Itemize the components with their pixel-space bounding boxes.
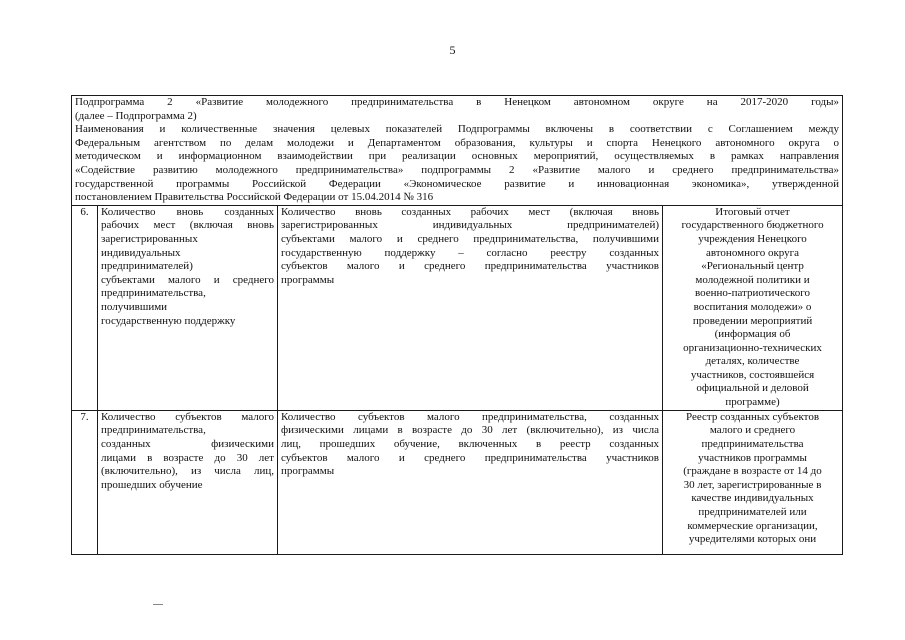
data-source-line: Реестр созданных субъектов xyxy=(685,410,820,423)
subprogram-header-cell xyxy=(72,96,843,206)
indicator-name-line: Количество вновь созданных xyxy=(101,205,274,218)
header-paragraph-last-line: постановлением Правительства Российской Федерации от 15.04.2014 № 316 xyxy=(75,191,434,204)
header-paragraph-line: Наименования и количественные значения целевых показателей Подпрограммы включены в соответствии с Соглашением между xyxy=(75,123,840,136)
indicators-table xyxy=(71,95,843,555)
data-source-line: (граждане в возрасте от 14 до xyxy=(683,465,822,478)
row-number: 7. xyxy=(72,410,98,554)
indicator-name-line: предпринимательства, xyxy=(101,424,206,437)
data-source-line: качестве индивидуальных xyxy=(691,492,814,505)
indicator-name-line: рабочих мест (включая вновь xyxy=(101,219,274,232)
indicator-description-line: субъектов малого и среднего предпринимательства участников xyxy=(281,260,659,273)
data-source-line: коммерческие организации, xyxy=(687,519,818,532)
indicator-description-line: зарегистрированных индивидуальных предпринимателей) xyxy=(281,219,659,232)
indicator-description-line: субъектов малого и среднего предпринимательства участников xyxy=(281,451,659,464)
header-paragraph-line: Федеральным агентством по делам молодежи и Департаментом образования, культуры и спорта Ненецкого автономного округа о xyxy=(75,136,840,149)
data-source-line: Итоговый отчет xyxy=(715,205,790,218)
data-source-line: программе) xyxy=(725,396,780,409)
data-source-line: «Региональный центр xyxy=(701,260,804,273)
data-source-line: (информация об xyxy=(714,328,791,341)
indicator-name-line: Количество субъектов малого xyxy=(101,410,274,423)
header-paragraph-line: «Содействие развитию молодежного предпринимательства» подпрограммы 2 «Развитие малого и среднего предпринимательства» xyxy=(75,163,840,176)
scan-mark xyxy=(153,604,163,605)
indicator-description-line: субъектами малого и среднего предпринимательства, получившими xyxy=(281,232,659,245)
data-source-line: государственного бюджетного xyxy=(681,219,824,232)
indicator-name-line: созданных физическими xyxy=(101,437,274,450)
data-source-line: учреждения Ненецкого xyxy=(698,232,807,245)
data-source-cell xyxy=(663,410,843,554)
data-source-line: организационно-технических xyxy=(683,341,822,354)
data-source-line: деталях, количестве xyxy=(705,355,800,368)
data-source-line: участников программы xyxy=(698,451,807,464)
data-source-line: воспитания молодежи» о xyxy=(693,300,812,313)
indicator-description-line: физическими лицами в возрасте до 30 лет (включительно), из числа xyxy=(281,424,659,437)
indicator-name-line: предпринимательства, xyxy=(101,287,206,300)
indicator-name-line: государственную поддержку xyxy=(101,314,236,327)
indicator-name-line: получившими xyxy=(101,300,168,313)
header-paragraph-line: государственной программы Российской Федерации «Экономическое развитие и инновационная экономика», утвержденной xyxy=(75,177,840,190)
indicator-name-line: субъектами малого и среднего xyxy=(101,273,274,286)
subprogram-header-row xyxy=(72,96,843,206)
data-source-line: малого и среднего xyxy=(709,424,796,437)
page-number: 5 xyxy=(449,43,456,57)
data-source-line: предпринимательства xyxy=(701,437,804,450)
indicator-name-line: индивидуальных xyxy=(101,246,181,259)
indicator-description-line: государственную поддержку – согласно реестру созданных xyxy=(281,246,659,259)
data-source-line: учредителями которых они xyxy=(688,533,817,546)
indicator-description-line: Количество вновь созданных рабочих мест (включая вновь xyxy=(281,205,659,218)
data-source-line: проведении мероприятий xyxy=(692,314,813,327)
data-source-cell xyxy=(663,205,843,410)
indicator-description-last-line: программы xyxy=(281,465,335,478)
subprogram-title: Подпрограмма 2 «Развитие молодежного предпринимательства в Ненецком автономном округе на 2017-2020 годы» xyxy=(75,96,840,108)
indicator-name-line: предпринимателей) xyxy=(101,260,193,273)
indicator-name-cell xyxy=(98,410,278,554)
data-source-line: автономного округа xyxy=(705,246,800,259)
indicator-description-line: Количество субъектов малого предпринимательства, созданных xyxy=(281,410,659,423)
data-source-line: военно-патриотического xyxy=(695,287,811,300)
indicator-name-line: зарегистрированных xyxy=(101,232,198,245)
row-number: 6. xyxy=(72,205,98,410)
data-source-line: участников, состоявшейся xyxy=(690,368,815,381)
subprogram-short-name: (далее – Подпрограмма 2) xyxy=(75,109,197,122)
indicator-description-line: лиц, прошедших обучение, включенных в реестр созданных xyxy=(281,437,659,450)
indicator-description-last-line: программы xyxy=(281,273,335,286)
indicator-name-cell xyxy=(98,205,278,410)
data-source-line: молодежной политики и xyxy=(695,273,810,286)
data-source-line: предпринимателей или xyxy=(698,505,807,518)
indicator-name-line: (включительно), из числа лиц, xyxy=(101,465,274,478)
indicator-description-cell xyxy=(278,410,663,554)
table-row xyxy=(72,410,843,554)
indicator-name-line: лицами в возрасте до 30 лет xyxy=(101,451,274,464)
header-paragraph-line: методическом и информационном взаимодействии при реализации основных мероприятий, осуществляемых в рамках направления xyxy=(75,150,840,163)
indicator-name-line: прошедших обучение xyxy=(101,478,203,491)
table-row xyxy=(72,205,843,410)
data-source-line: 30 лет, зарегистрированные в xyxy=(683,478,822,491)
data-source-line: официальной и деловой xyxy=(696,382,809,395)
indicator-description-cell xyxy=(278,205,663,410)
